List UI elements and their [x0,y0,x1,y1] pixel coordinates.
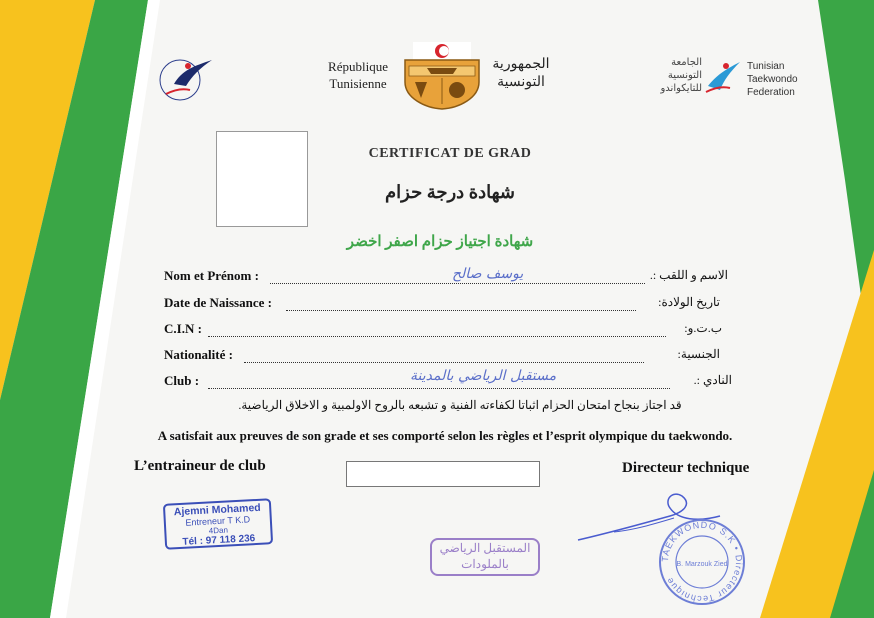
field-nationality-line [244,361,644,363]
label-nationality-ar: الجنسية: [677,347,720,361]
field-name-line [270,282,645,284]
label-club-ar: النادي :. [693,373,732,387]
pledge-french: A satisfait aux preuves de son grade et ses comporté selon les règles et l’esprit olympique du taekwondo. [157,428,733,443]
field-club-line [208,387,670,389]
svg-text:TAEKWONDO S.K • Directeur Tech: TAEKWONDO S.K • Directeur Technique [659,519,745,605]
label-club-fr: Club : [164,373,200,388]
label-name-fr: Nom et Prénom : [164,268,259,283]
club-stamp: المستقبل الرياضي بالملودات [430,538,540,576]
republic-name-french: République Tunisienne [328,59,388,91]
field-birthdate-line [286,309,636,311]
coach-signature-label: L’entraineur de club [134,458,266,474]
federation-name-english: Tunisian Taekwondo Federation [747,61,798,98]
label-cin-ar: ب.ت.و: [684,321,722,335]
pledge-arabic: قد اجتاز بنجاح امتحان الحزام اثباتا لكفاءته الفنية و تشبعه بالروح الاولمبية و الاخلاق الرياضية. [238,398,682,412]
signature-box [346,461,540,487]
director-signature-label: Directeur technique [622,460,750,476]
tunisia-coat-of-arms-icon [399,42,485,110]
coach-stamp: Ajemni Mohamed Entreneur T K.D 4Dan Tél : 97 118 236 [163,498,273,550]
field-cin-line [208,335,666,337]
handwritten-club: مستقبل الرياضي بالمدينة [410,368,557,384]
svg-text:B. Marzouk Zied: B. Marzouk Zied [676,561,728,568]
title-french: CERTIFICAT DE GRAD [368,146,532,161]
federation-logo-icon [704,58,744,94]
label-cin-fr: C.I.N : [164,321,202,336]
label-nationality-fr: Nationalité : [164,347,233,362]
round-club-stamp [656,516,748,608]
photo-placeholder [216,131,308,227]
label-birthdate-fr: Date de Naissance : [164,295,272,310]
title-arabic: شهادة درجة حزام [385,182,515,202]
world-taekwondo-logo [152,52,220,108]
handwritten-name: يوسف صالح [452,266,524,282]
label-name-ar: الاسم و اللقب :. [649,268,728,282]
republic-name-arabic: الجمهورية التونسية [492,57,550,90]
subtitle-belt-arabic: شهادة اجتياز حزام اصفر اخضر [346,234,534,250]
federation-name-arabic: الجامعة التونسية للتايكواندو [660,57,702,94]
label-birthdate-ar: تاريخ الولادة: [658,295,720,309]
